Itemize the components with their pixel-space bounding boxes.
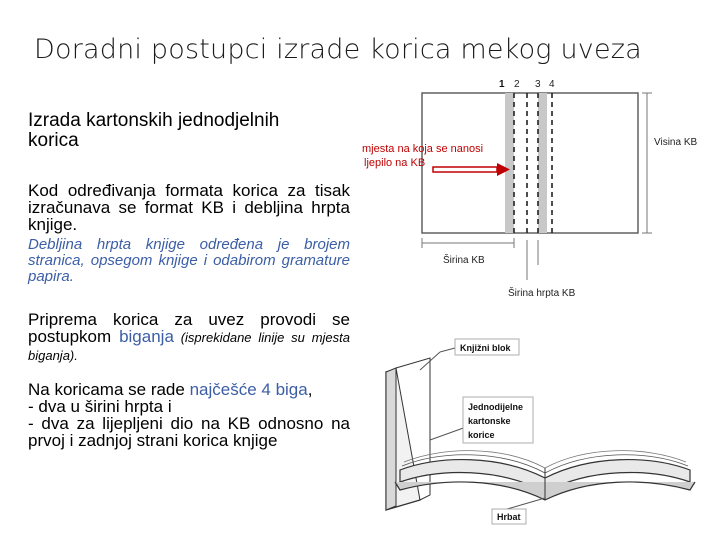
paragraph-format: Kod određivanja formata korica za tisak izračunava se format KB i debljina hrpta knjige.: [28, 181, 350, 234]
creases-line-3: - dva za lijepljeni dio na KB odnosno na prvoj i zadnjoj strani korica knjige: [28, 414, 350, 450]
creases-comma: ,: [307, 380, 313, 399]
creasing-term: biganja: [119, 327, 174, 346]
flat-cover-diagram: [422, 79, 698, 299]
glue-callout-line-1: mjesta na koja se nanosi: [362, 143, 484, 155]
heading-line-1: Izrada kartonskih jednodjelnih: [28, 110, 280, 131]
heading-line-2: korica: [28, 130, 79, 151]
creasing-text-a: Priprema korica za uvez provodi se postupkom: [28, 310, 350, 346]
crease-number-4: 4: [549, 79, 555, 90]
cover-label-line-2: kartonske: [468, 416, 511, 426]
spine-width-label: Širina hrpta KB: [508, 288, 576, 299]
width-label: Širina KB: [443, 255, 485, 266]
cover-label-line-3: korice: [468, 430, 495, 440]
cover-outline: [422, 93, 638, 233]
spine-thickness-text: Debljina hrpta knjige određena je brojem stranica, opsegom knjige i odabirom gramature papira.: [28, 236, 350, 285]
creases-text-a: Na koricama se rade: [28, 380, 190, 399]
glue-callout-line-2: ljepilo na KB: [364, 157, 426, 169]
book-block-label: Knjižni blok: [460, 343, 511, 353]
glue-strip-left: [505, 93, 514, 233]
slide-title: Doradni postupci izrade korica mekog uveza: [34, 34, 642, 65]
creasing-note: (isprekidane linije su mjesta biganja).: [28, 330, 350, 363]
crease-number-3: 3: [535, 79, 541, 90]
height-label: Visina KB: [654, 137, 698, 148]
cover-label-line-1: Jednodijelne: [468, 402, 524, 412]
glue-strip-right: [538, 93, 547, 233]
creases-count: najčešće 4 biga: [189, 380, 308, 399]
crease-number-2: 2: [514, 79, 520, 90]
spine-label: Hrbat: [497, 512, 521, 522]
open-book-illustration: [386, 339, 695, 524]
creases-line-2: - dva u širini hrpta i: [28, 397, 172, 416]
crease-number-1: 1: [499, 79, 505, 90]
